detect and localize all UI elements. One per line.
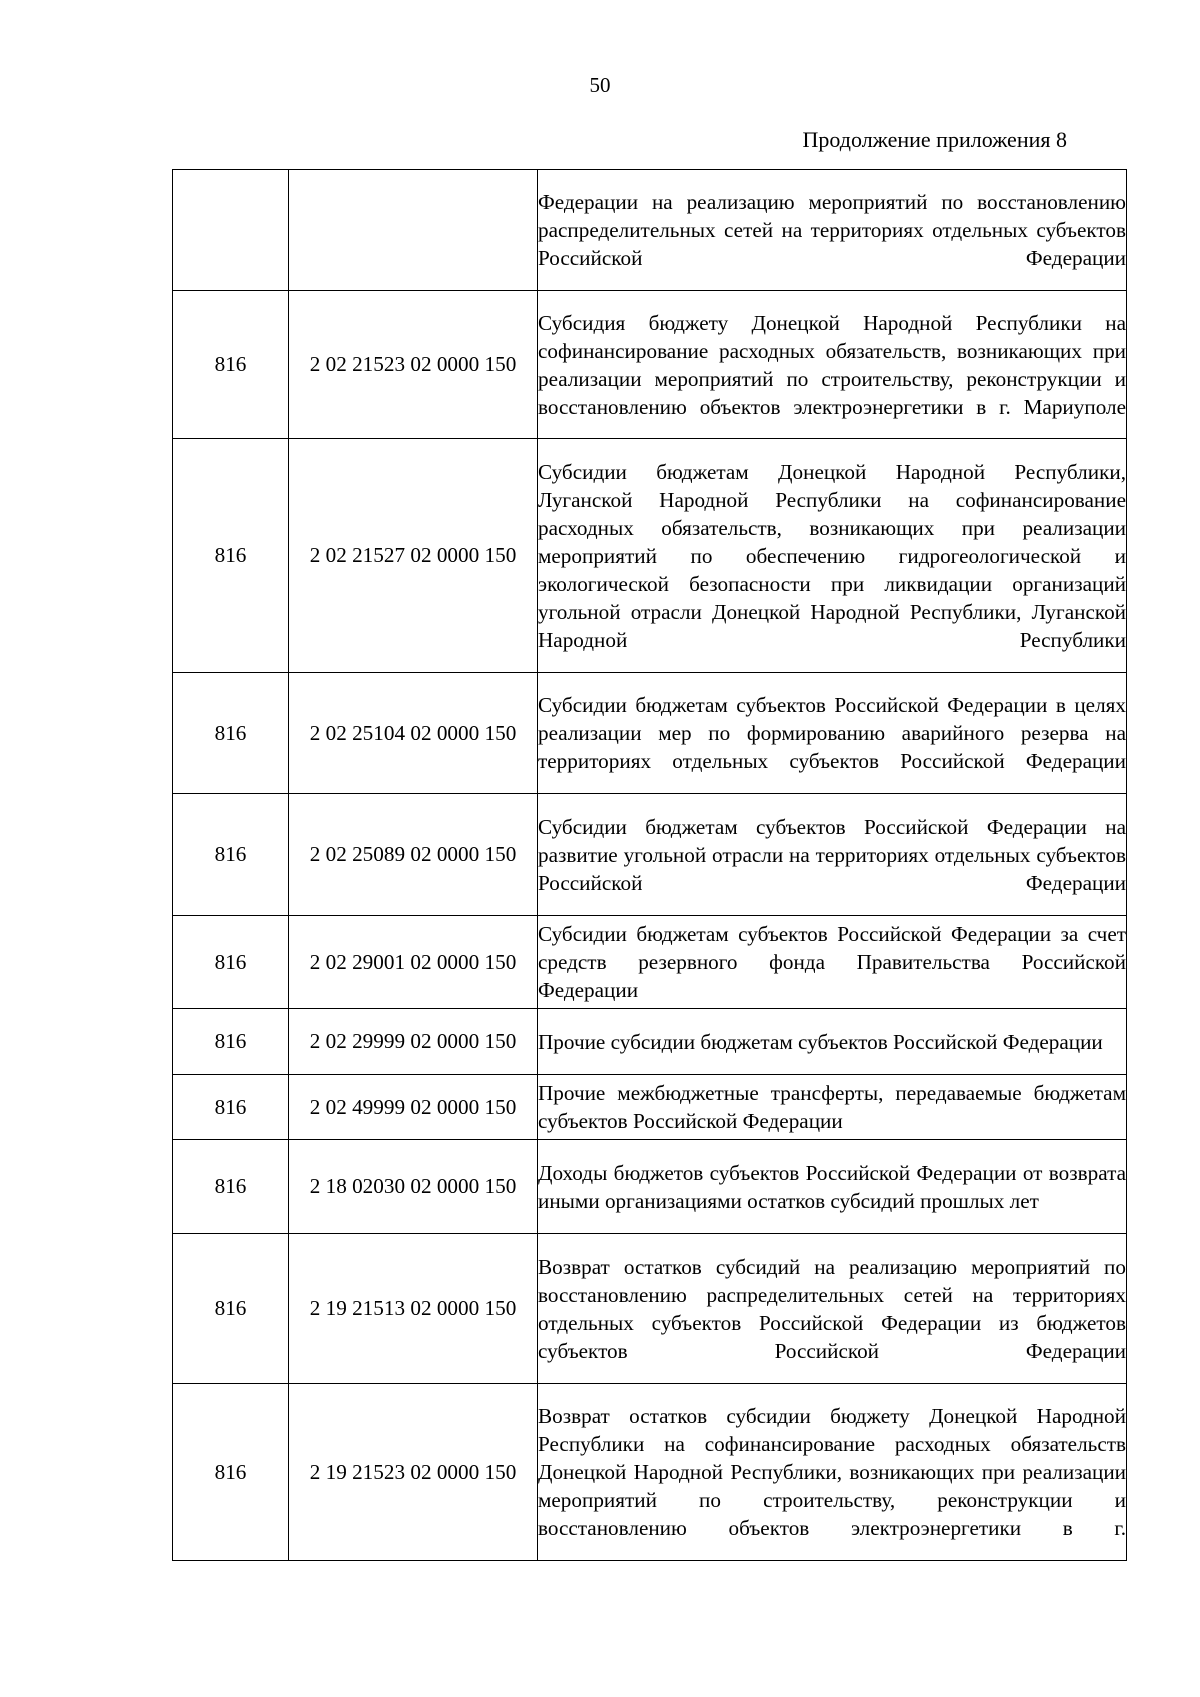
table-row <box>173 1009 1127 1075</box>
admin-code-cell: 816 <box>173 794 289 916</box>
table-row <box>173 170 1127 291</box>
admin-code-cell: 816 <box>173 1075 289 1140</box>
admin-code-cell: 816 <box>173 1140 289 1234</box>
admin-code-cell: 816 <box>173 673 289 794</box>
table-row <box>173 916 1127 1009</box>
admin-code-cell: 816 <box>173 439 289 673</box>
admin-code-cell: 816 <box>173 1234 289 1384</box>
admin-code-cell: 816 <box>173 916 289 1009</box>
classification-code-cell: 2 02 29001 02 0000 150 <box>289 916 538 1009</box>
revenue-codes-table <box>172 169 1127 1561</box>
classification-code-cell: 2 02 21527 02 0000 150 <box>289 439 538 673</box>
table-row <box>173 794 1127 916</box>
table-row <box>173 439 1127 673</box>
revenue-name-cell: Прочие субсидии бюджетам субъектов Российской Федерации <box>538 1009 1127 1075</box>
table-row <box>173 291 1127 439</box>
table-row <box>173 673 1127 794</box>
revenue-name-cell: Субсидии бюджетам субъектов Российской Федерации на развитие угольной отрасли на территориях отдельных субъектов Российской Федерации <box>538 794 1127 916</box>
classification-code-cell: 2 19 21513 02 0000 150 <box>289 1234 538 1384</box>
table-row <box>173 1140 1127 1234</box>
revenue-name-cell: Субсидии бюджетам Донецкой Народной Республики, Луганской Народной Республики на софинансирование расходных обязательств, возникающих при реализации мероприятий по обеспечению гидрогеологической и экологической безопасности при ликвидации организаций угольной отрасли Донецкой Народной Республики, Луганской Народной Республики <box>538 439 1127 673</box>
revenue-name-cell: Субсидии бюджетам субъектов Российской Федерации за счет средств резервного фонда Правительства Российской Федерации <box>538 916 1127 1009</box>
classification-code-cell: 2 02 21523 02 0000 150 <box>289 291 538 439</box>
classification-code-cell: 2 02 49999 02 0000 150 <box>289 1075 538 1140</box>
classification-code-cell: 2 02 29999 02 0000 150 <box>289 1009 538 1075</box>
classification-code-cell <box>289 170 538 291</box>
table-row <box>173 1384 1127 1561</box>
classification-code-cell: 2 02 25104 02 0000 150 <box>289 673 538 794</box>
appendix-continuation-label: Продолжение приложения 8 <box>802 127 1067 152</box>
revenue-name-cell: Доходы бюджетов субъектов Российской Федерации от возврата иными организациями остатков субсидий прошлых лет <box>538 1140 1127 1234</box>
admin-code-cell: 816 <box>173 291 289 439</box>
classification-code-cell: 2 02 25089 02 0000 150 <box>289 794 538 916</box>
revenue-name-cell: Прочие межбюджетные трансферты, передаваемые бюджетам субъектов Российской Федерации <box>538 1075 1127 1140</box>
admin-code-cell: 816 <box>173 1009 289 1075</box>
classification-code-cell: 2 18 02030 02 0000 150 <box>289 1140 538 1234</box>
revenue-name-cell: Федерации на реализацию мероприятий по восстановлению распределительных сетей на территориях отдельных субъектов Российской Федерации <box>538 170 1127 291</box>
revenue-name-cell: Субсидия бюджету Донецкой Народной Республики на софинансирование расходных обязательств, возникающих при реализации мероприятий по строительству, реконструкции и восстановлению объектов электроэнергетики в г. Мариуполе <box>538 291 1127 439</box>
revenue-name-cell: Субсидии бюджетам субъектов Российской Федерации в целях реализации мер по формированию аварийного резерва на территориях отдельных субъектов Российской Федерации <box>538 673 1127 794</box>
table-row <box>173 1234 1127 1384</box>
admin-code-cell: 816 <box>173 1384 289 1561</box>
page-number: 50 <box>589 73 611 97</box>
admin-code-cell <box>173 170 289 291</box>
table-row <box>173 1075 1127 1140</box>
revenue-name-cell: Возврат остатков субсидий на реализацию мероприятий по восстановлению распределительных сетей на территориях отдельных субъектов Российской Федерации из бюджетов субъектов Российской Федерации <box>538 1234 1127 1384</box>
revenue-name-cell: Возврат остатков субсидии бюджету Донецкой Народной Республики на софинансирование расходных обязательств Донецкой Народной Республики, возникающих при реализации мероприятий по строительству, реконструкции и восстановлению объектов электроэнергетики в г. <box>538 1384 1127 1561</box>
classification-code-cell: 2 19 21523 02 0000 150 <box>289 1384 538 1561</box>
